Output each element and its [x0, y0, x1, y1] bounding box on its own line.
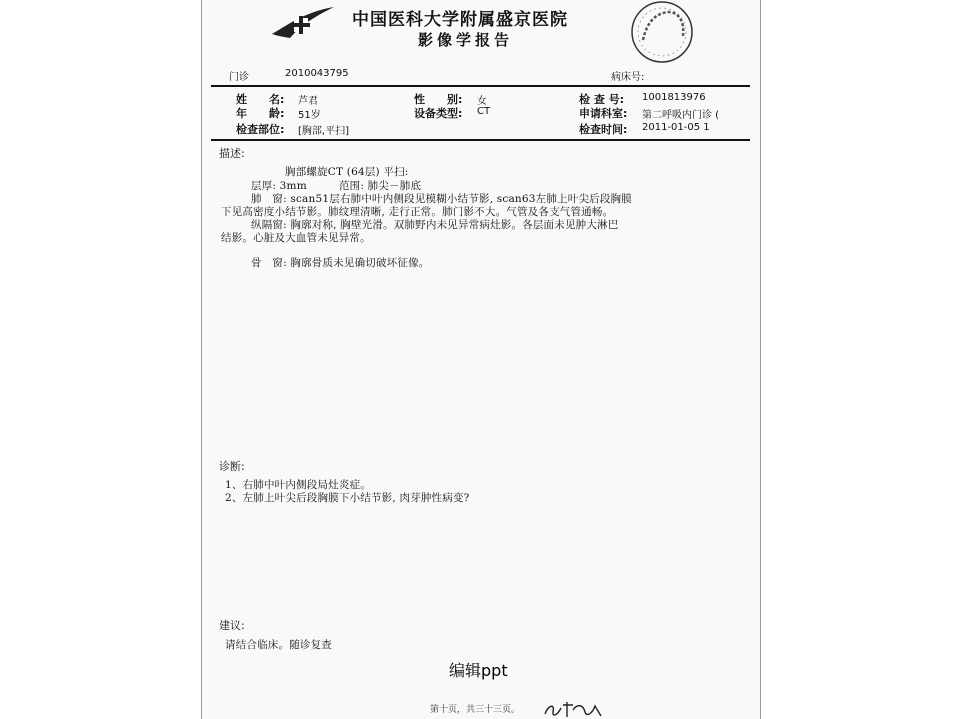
- visit-type-label: 门诊: [229, 72, 249, 83]
- exam-number-value: 1001813976: [642, 92, 706, 103]
- report-title: 影像学报告: [418, 31, 514, 49]
- hospital-logo-icon: [268, 4, 336, 44]
- header-rule-top: [211, 85, 750, 87]
- description-line: 层厚: 3mm 范围: 肺尖－肺底: [251, 180, 422, 192]
- exam-number-label: 检 查 号:: [579, 93, 625, 106]
- page-footer: 第十页，共三十三页。: [430, 705, 521, 715]
- age-label: 年 龄:: [236, 107, 285, 120]
- description-line: 下见高密度小结节影。肺纹理清晰, 走行正常。肺门影不大。气管及各支气管通畅。: [221, 206, 614, 218]
- description-line: 肺 窗: scan51层右肺中叶内侧段见模糊小结节影, scan63左肺上叶尖后段胸膜: [251, 193, 632, 205]
- description-line: 纵隔窗: 胸廓对称, 胸壁光滑。双肺野内未见异常病灶影。各层面未见肿大淋巴: [251, 219, 619, 231]
- exam-time-value: 2011-01-05 1: [642, 122, 710, 133]
- department-value: 第二呼吸内门诊 (: [642, 110, 720, 121]
- diagnosis-heading: 诊断:: [219, 460, 245, 473]
- advice-text: 请结合临床。随诊复查: [225, 639, 332, 651]
- sex-label: 性 别:: [414, 93, 463, 106]
- hospital-name: 中国医科大学附属盛京医院: [352, 10, 568, 30]
- exam-time-label: 检查时间:: [579, 123, 628, 136]
- description-heading: 描述:: [219, 147, 245, 160]
- bed-number-label: 病床号:: [611, 72, 645, 83]
- department-label: 申请科室:: [579, 107, 628, 120]
- exam-site-value: [胸部,平扫]: [298, 126, 349, 137]
- description-line: 骨 窗: 胸廓骨质未见确切破坏征像。: [251, 257, 430, 269]
- official-seal-icon: [627, 0, 697, 64]
- edit-caption: 编辑ppt: [449, 661, 508, 680]
- description-line: 结影。心脏及大血管未见异常。: [221, 232, 371, 244]
- device-label: 设备类型:: [414, 107, 463, 120]
- visit-number: 2010043795: [285, 68, 349, 79]
- device-value: CT: [477, 106, 491, 117]
- diagnosis-line: 1、右肺中叶内侧段局灶炎症。: [225, 479, 371, 491]
- name-value: 芦君: [298, 96, 318, 107]
- signature-icon: [543, 700, 605, 719]
- advice-heading: 建议:: [219, 619, 245, 632]
- sex-value: 女: [477, 96, 487, 107]
- description-line: 胸部螺旋CT (64层) 平扫:: [285, 166, 409, 178]
- header-rule-bottom: [211, 139, 750, 141]
- age-value: 51岁: [298, 110, 321, 121]
- diagnosis-line: 2、左肺上叶尖后段胸膜下小结节影, 肉芽肿性病变?: [225, 492, 470, 504]
- exam-site-label: 检查部位:: [236, 123, 285, 136]
- name-label: 姓 名:: [236, 93, 285, 106]
